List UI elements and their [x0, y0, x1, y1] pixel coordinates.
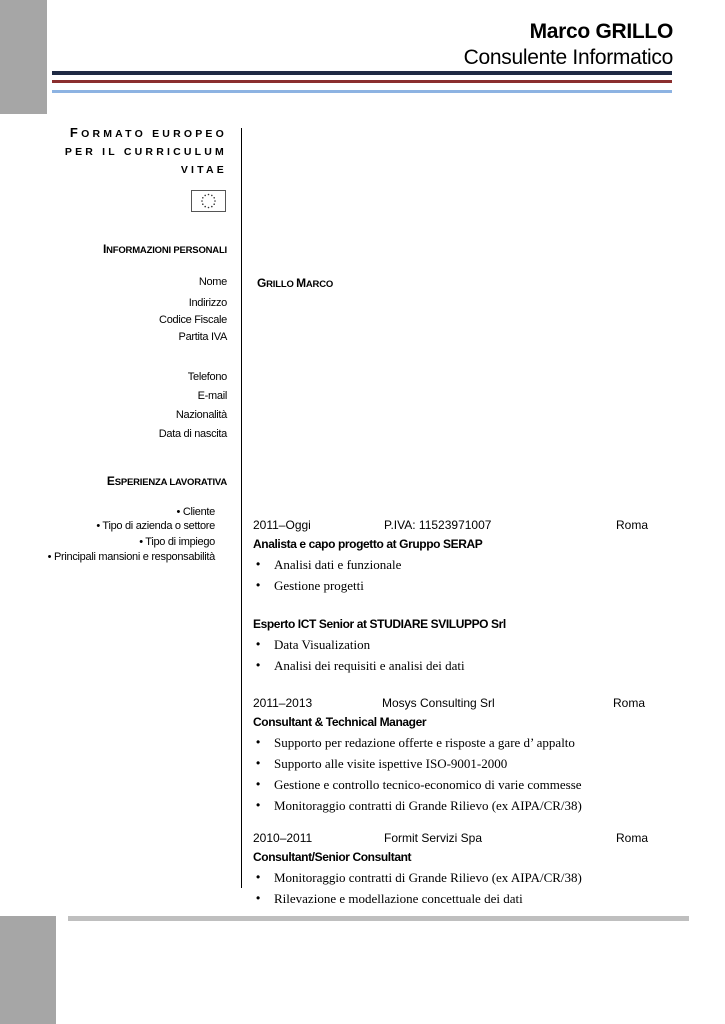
list-item: • Gestione progetti — [253, 575, 401, 596]
list-item: • Monitoraggio contratti di Grande Rilievo (ex AIPA/CR/38) — [253, 795, 582, 816]
legend-mansioni: • Principali mansioni e responsabilità — [47, 551, 215, 563]
job-client: Mosys Consulting Srl — [382, 696, 495, 710]
list-item: • Analisi dati e funzionale — [253, 554, 401, 575]
job-title: Consultant & Technical Manager — [253, 715, 427, 729]
job-client: Formit Servizi Spa — [384, 831, 483, 845]
column-divider — [241, 128, 242, 888]
job-bullets — [253, 554, 401, 596]
job-bullets — [253, 634, 465, 676]
eu-stars-icon — [192, 191, 225, 211]
label-nazionalita: Nazionalità — [175, 409, 227, 421]
job-period: 2010–2011 — [253, 831, 313, 845]
section-title-personal: INFORMAZIONI PERSONALI — [102, 242, 227, 256]
label-data-nascita: Data di nascita — [158, 428, 227, 440]
list-item: • Gestione e controllo tecnico-economico di varie commesse — [253, 774, 582, 795]
label-nome: Nome — [198, 276, 227, 288]
header-stripe-red — [52, 80, 672, 83]
value-nome: GRILLO MARCO — [257, 276, 334, 290]
side-tab-bottom — [0, 916, 56, 1024]
job-bullets — [253, 732, 582, 816]
job-row — [253, 831, 648, 847]
formato-europeo-title: FORMATO EUROPEO PER IL CURRICULUM VITAE — [64, 125, 227, 176]
job-period: 2011–Oggi — [253, 518, 311, 532]
label-telefono: Telefono — [187, 371, 227, 383]
legend-cliente: • Cliente — [176, 506, 215, 518]
job-city: Roma — [615, 831, 648, 845]
job-row — [253, 696, 648, 712]
side-tab-top — [0, 0, 47, 114]
job-period: 2011–2013 — [253, 696, 313, 710]
list-item: • Supporto per redazione offerte e risposte a gare d’ appalto — [253, 732, 582, 753]
job-client: P.IVA: 11523971007 — [384, 518, 492, 532]
job-title: Consultant/Senior Consultant — [253, 850, 412, 864]
legend-tipo-impiego: • Tipo di impiego — [139, 536, 215, 548]
list-item: • Data Visualization — [253, 634, 465, 655]
header-name: Marco GRILLO — [529, 20, 673, 43]
header-role: Consulente Informatico — [463, 46, 673, 69]
job-row — [253, 518, 648, 534]
list-item: • Rilevazione e modellazione concettuale dei dati — [253, 888, 582, 909]
job-title: Esperto ICT Senior at STUDIARE SVILUPPO Srl — [253, 617, 506, 631]
label-partita-iva: Partita IVA — [178, 331, 227, 343]
label-codice-fiscale: Codice Fiscale — [159, 314, 227, 326]
list-item: • Supporto alle visite ispettive ISO-9001-2000 — [253, 753, 582, 774]
header-stripe-blue — [52, 90, 672, 93]
eu-flag-icon — [191, 190, 226, 212]
job-bullets — [253, 867, 582, 909]
list-item: • Monitoraggio contratti di Grande Rilievo (ex AIPA/CR/38) — [253, 867, 582, 888]
list-item: • Analisi dei requisiti e analisi dei dati — [253, 655, 465, 676]
job-city: Roma — [615, 518, 648, 532]
legend-tipo-azienda: • Tipo di azienda o settore — [96, 520, 215, 532]
footer-divider — [68, 916, 689, 921]
label-email: E-mail — [197, 390, 227, 402]
job-city: Roma — [612, 696, 645, 710]
job-title: Analista e capo progetto at Gruppo SERAP — [253, 537, 483, 551]
section-title-experience: ESPERIENZA LAVORATIVA — [106, 474, 227, 488]
header-stripe-navy — [52, 71, 672, 75]
label-indirizzo: Indirizzo — [188, 297, 227, 309]
